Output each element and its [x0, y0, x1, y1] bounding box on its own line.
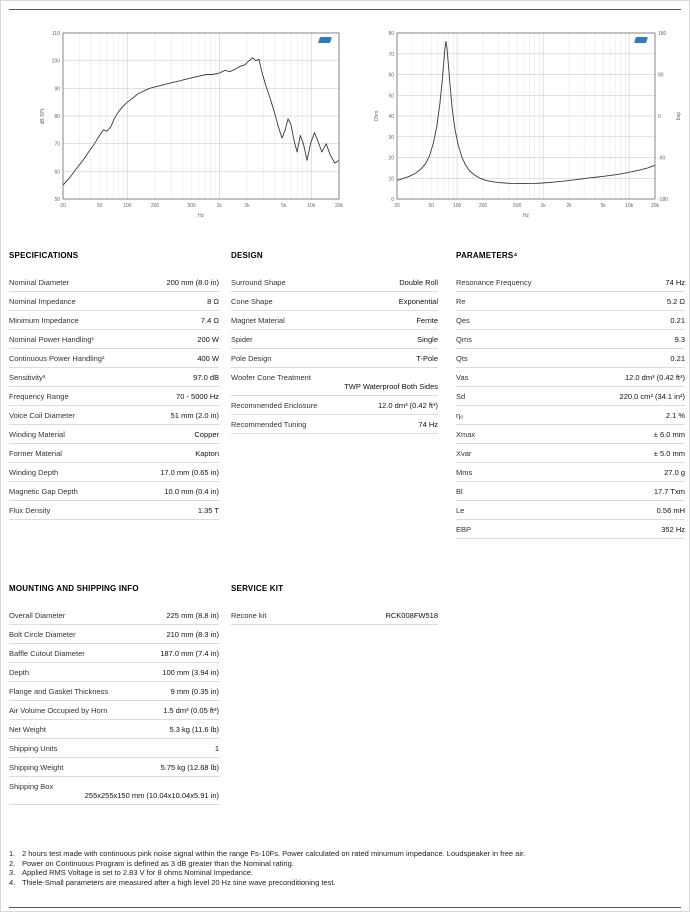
row-value: Double Roll	[399, 278, 438, 287]
table-row	[9, 606, 219, 625]
svg-text:20: 20	[388, 155, 394, 162]
row-value: 210 mm (8.3 in)	[166, 630, 219, 639]
svg-text:5k: 5k	[600, 203, 606, 209]
svg-text:20: 20	[60, 203, 66, 209]
impedance-chart	[371, 25, 681, 221]
parameters-table	[456, 273, 685, 539]
row-label: Mms	[456, 468, 473, 477]
row-value: Exponential	[398, 297, 438, 306]
row-value: 8 Ω	[207, 297, 219, 306]
svg-text:100: 100	[452, 203, 462, 209]
svg-text:90: 90	[658, 72, 664, 79]
row-value: 220.0 cm² (34.1 in²)	[619, 392, 685, 401]
row-value: 10.0 mm (0.4 in)	[164, 487, 219, 496]
table-row	[231, 396, 438, 415]
svg-text:100: 100	[123, 203, 132, 209]
row-label: Bl	[456, 487, 463, 496]
table-row	[231, 415, 438, 434]
row-label: Nominal Impedance	[9, 297, 76, 306]
table-row	[231, 292, 438, 311]
svg-text:30: 30	[388, 134, 394, 141]
row-value: 5.2 Ω	[666, 297, 685, 306]
row-value: T-Pole	[416, 354, 438, 363]
section-title: SPECIFICATIONS	[9, 251, 79, 260]
row-label: Nominal Power Handling¹	[9, 335, 95, 344]
row-value: 100 mm (3.94 in)	[162, 668, 219, 677]
design-table	[231, 273, 438, 434]
section-title: SERVICE KIT	[231, 584, 284, 593]
row-label: Frequency Range	[9, 392, 69, 401]
table-row	[9, 368, 219, 387]
row-value: 225 mm (8.8 in)	[166, 611, 219, 620]
table-row	[9, 349, 219, 368]
row-label: Bolt Circle Diameter	[9, 630, 76, 639]
table-row	[456, 463, 685, 482]
svg-text:50: 50	[54, 197, 60, 203]
svg-text:200: 200	[150, 203, 160, 209]
row-value: 400 W	[197, 354, 219, 363]
row-label: Qes	[456, 316, 470, 325]
footnote-text: Applied RMS Voltage is set to 2.83 V for 8 ohms Nominal Impedance.	[22, 868, 253, 877]
svg-text:50: 50	[96, 203, 103, 209]
svg-text:40: 40	[388, 114, 394, 120]
row-value: Single	[417, 335, 438, 344]
row-value: 1.5 dm³ (0.05 ft³)	[163, 706, 219, 715]
row-label: Shipping Units	[9, 744, 58, 753]
footnote	[9, 868, 681, 878]
row-value: 9.3	[674, 335, 685, 344]
table-row	[456, 520, 685, 539]
footnote-text: 2 hours test made with continuous pink noise signal within the range Fs-10Fs. Power calculated on rated minumum impedance. Loudspeaker in free air.	[22, 849, 526, 858]
footnote	[9, 859, 681, 869]
row-value: 51 mm (2.0 in)	[170, 411, 219, 420]
table-row	[9, 644, 219, 663]
svg-text:60: 60	[54, 169, 60, 176]
table-row	[456, 273, 685, 292]
footnotes	[9, 849, 681, 887]
svg-text:20k: 20k	[334, 203, 344, 209]
row-value: 7.4 Ω	[200, 316, 219, 325]
svg-text:500: 500	[187, 203, 196, 209]
svg-text:dB SPL: dB SPL	[40, 107, 46, 125]
row-value: 255x255x150 mm (10.04x10.04x5.91 in)	[84, 791, 219, 800]
section-title: DESIGN	[231, 251, 263, 260]
footnote-text: Power on Continuous Program is defined as 3 dB greater than the Nominal rating.	[22, 858, 294, 868]
row-label: Magnetic Gap Depth	[9, 487, 78, 496]
table-row	[9, 663, 219, 682]
svg-text:deg: deg	[675, 111, 681, 121]
service-kit-table	[231, 606, 438, 625]
row-label: Recommended Tuning	[231, 420, 307, 429]
row-label: Nominal Diameter	[9, 278, 70, 287]
table-row	[456, 311, 685, 330]
table-row	[9, 330, 219, 349]
row-value: 74 Hz	[665, 278, 685, 287]
row-label: Flux Density	[9, 506, 51, 515]
svg-text:70: 70	[388, 51, 394, 58]
svg-text:2k: 2k	[244, 203, 250, 209]
table-row	[231, 273, 438, 292]
row-label: Resonance Frequency	[456, 278, 532, 287]
table-row	[456, 444, 685, 463]
table-row	[9, 501, 219, 520]
section-specifications	[9, 251, 219, 520]
table-row	[231, 368, 438, 396]
svg-text:90: 90	[54, 86, 60, 93]
table-row	[9, 273, 219, 292]
row-value: 12.0 dm³ (0.42 ft³)	[624, 373, 685, 382]
row-label: Net Weight	[9, 725, 46, 734]
table-row	[9, 720, 219, 739]
table-row	[231, 349, 438, 368]
frequency-response-chart	[37, 25, 347, 221]
brand-logo-icon	[318, 37, 332, 43]
row-value: RCK008FW518	[385, 611, 438, 620]
row-value: 17.0 mm (0.65 in)	[160, 468, 219, 477]
table-row	[9, 387, 219, 406]
row-value: 5.75 kg (12.68 lb)	[160, 763, 219, 772]
table-row	[456, 482, 685, 501]
footnote-number: 2.	[9, 858, 16, 868]
row-label: Continuous Power Handling²	[9, 354, 105, 363]
svg-text:180: 180	[658, 31, 667, 37]
row-label: Recone kit	[231, 611, 267, 620]
row-value: 12.0 dm³ (0.42 ft³)	[377, 401, 438, 410]
svg-text:10: 10	[388, 176, 394, 183]
table-row	[456, 406, 685, 425]
svg-text:110: 110	[52, 31, 60, 37]
svg-text:10k: 10k	[625, 203, 634, 209]
row-label: Shipping Box	[9, 782, 54, 791]
svg-text:200: 200	[478, 203, 488, 209]
row-value: 0.21	[670, 316, 685, 325]
row-value: TWP Waterproof Both Sides	[344, 382, 438, 391]
row-label: Voice Coil Diameter	[9, 411, 75, 420]
table-row	[9, 406, 219, 425]
row-label: Overall Diameter	[9, 611, 66, 620]
row-label: Recommended Enclosure	[231, 401, 318, 410]
row-value: 2.1 %	[665, 411, 685, 420]
row-value: 70 - 5000 Hz	[176, 392, 219, 401]
row-value: 5.3 kg (11.6 lb)	[169, 725, 219, 734]
row-value: Copper	[194, 430, 219, 439]
svg-text:Hz: Hz	[522, 213, 530, 219]
svg-text:5k: 5k	[280, 203, 287, 209]
row-label: Cone Shape	[231, 297, 273, 306]
table-row	[9, 444, 219, 463]
svg-text:20k: 20k	[650, 203, 660, 209]
row-value: 74 Hz	[418, 420, 438, 429]
table-row	[9, 739, 219, 758]
charts-row	[37, 25, 681, 221]
table-row	[231, 311, 438, 330]
table-row	[456, 368, 685, 387]
row-label: Air Volume Occupied by Horn	[9, 706, 108, 715]
row-label: Xmax	[456, 430, 476, 439]
row-label: Winding Depth	[9, 468, 59, 477]
svg-text:50: 50	[428, 203, 435, 209]
svg-text:100: 100	[51, 58, 60, 65]
row-label: Minimum Impedance	[9, 316, 79, 325]
row-label: Woofer Cone Treatment	[231, 373, 311, 382]
section-title: MOUNTING AND SHIPPING INFO	[9, 584, 139, 593]
row-label: η₀	[456, 411, 464, 420]
svg-text:2k: 2k	[566, 203, 572, 209]
row-value: ± 6.0 mm	[653, 430, 685, 439]
row-value: 0.21	[670, 354, 685, 363]
svg-text:60: 60	[388, 72, 394, 79]
table-row	[9, 292, 219, 311]
svg-text:20: 20	[394, 203, 400, 209]
svg-text:50: 50	[388, 93, 394, 100]
row-label: Qms	[456, 335, 472, 344]
table-row	[456, 349, 685, 368]
row-value: 352 Hz	[661, 525, 685, 534]
table-row	[9, 758, 219, 777]
section-service-kit	[231, 584, 438, 625]
table-row	[231, 606, 438, 625]
svg-text:-90: -90	[658, 155, 666, 162]
table-row	[9, 625, 219, 644]
row-label: Qts	[456, 354, 468, 363]
row-value: 1	[214, 744, 219, 753]
table-row	[456, 501, 685, 520]
top-rule	[9, 9, 681, 10]
table-row	[456, 292, 685, 311]
table-row	[9, 425, 219, 444]
table-row	[231, 330, 438, 349]
row-label: Sd	[456, 392, 466, 401]
svg-text:0: 0	[391, 197, 394, 203]
row-label: Re	[456, 297, 466, 306]
row-value: 187.0 mm (7.4 in)	[160, 649, 219, 658]
footnote-text: Thiele-Small parameters are measured after a high level 20 Hz sine wave preconditioning test.	[22, 877, 336, 887]
table-row	[9, 682, 219, 701]
row-label: Winding Material	[9, 430, 65, 439]
row-label: Shipping Weight	[9, 763, 64, 772]
row-value: 9 mm (0.35 in)	[170, 687, 219, 696]
row-value: ± 5.0 mm	[653, 449, 685, 458]
row-label: Vas	[456, 373, 469, 382]
row-value: 200 mm (8.0 in)	[166, 278, 219, 287]
row-label: Spider	[231, 335, 253, 344]
table-row	[9, 311, 219, 330]
impedance-plot	[371, 25, 681, 221]
frequency-response-plot	[37, 25, 347, 221]
row-value: 27.0 g	[664, 468, 685, 477]
table-row	[456, 425, 685, 444]
section-mounting-shipping	[9, 584, 219, 805]
row-label: Magnet Material	[231, 316, 285, 325]
row-value: Kapton	[195, 449, 219, 458]
table-row	[9, 463, 219, 482]
row-value: 200 W	[197, 335, 219, 344]
footnote-number: 4.	[9, 877, 16, 887]
table-row	[456, 330, 685, 349]
row-label: Le	[456, 506, 465, 515]
bottom-rule	[9, 907, 681, 908]
mounting-table	[9, 606, 219, 805]
table-row	[9, 701, 219, 720]
row-label: Pole Design	[231, 354, 272, 363]
svg-text:10k: 10k	[307, 203, 316, 209]
footnote	[9, 849, 681, 859]
row-value: 0.56 mH	[656, 506, 685, 515]
table-row	[9, 482, 219, 501]
svg-text:70: 70	[54, 141, 60, 148]
svg-text:-180: -180	[658, 197, 669, 203]
footnote	[9, 878, 681, 888]
row-label: Sensitivity³	[9, 373, 46, 382]
table-row	[9, 777, 219, 805]
row-label: Xvar	[456, 449, 472, 458]
section-design	[231, 251, 438, 434]
footnote-number: 3.	[9, 868, 16, 877]
section-title: PARAMETERS⁴	[456, 251, 518, 260]
row-label: Flange and Gasket Thickness	[9, 687, 109, 696]
specifications-table	[9, 273, 219, 520]
row-label: Surround Shape	[231, 278, 286, 287]
row-value: 17.7 Txm	[653, 487, 685, 496]
svg-text:1k: 1k	[540, 203, 546, 209]
row-label: Depth	[9, 668, 30, 677]
section-parameters	[456, 251, 685, 539]
row-value: 97.0 dB	[193, 373, 219, 382]
svg-text:Ohm: Ohm	[374, 110, 380, 122]
row-label: Baffle Cutout Diameter	[9, 649, 85, 658]
svg-text:Hz: Hz	[197, 213, 205, 219]
row-value: Ferrite	[416, 316, 438, 325]
svg-text:0: 0	[658, 114, 661, 120]
svg-text:80: 80	[388, 31, 394, 37]
svg-text:80: 80	[54, 114, 60, 120]
row-label: EBP	[456, 525, 472, 534]
table-row	[456, 387, 685, 406]
brand-logo-icon	[634, 37, 648, 43]
svg-text:1k: 1k	[216, 203, 222, 209]
footnote-number: 1.	[9, 849, 16, 858]
row-value: 1.35 T	[197, 506, 219, 515]
svg-text:500: 500	[513, 203, 522, 209]
row-label: Former Material	[9, 449, 62, 458]
